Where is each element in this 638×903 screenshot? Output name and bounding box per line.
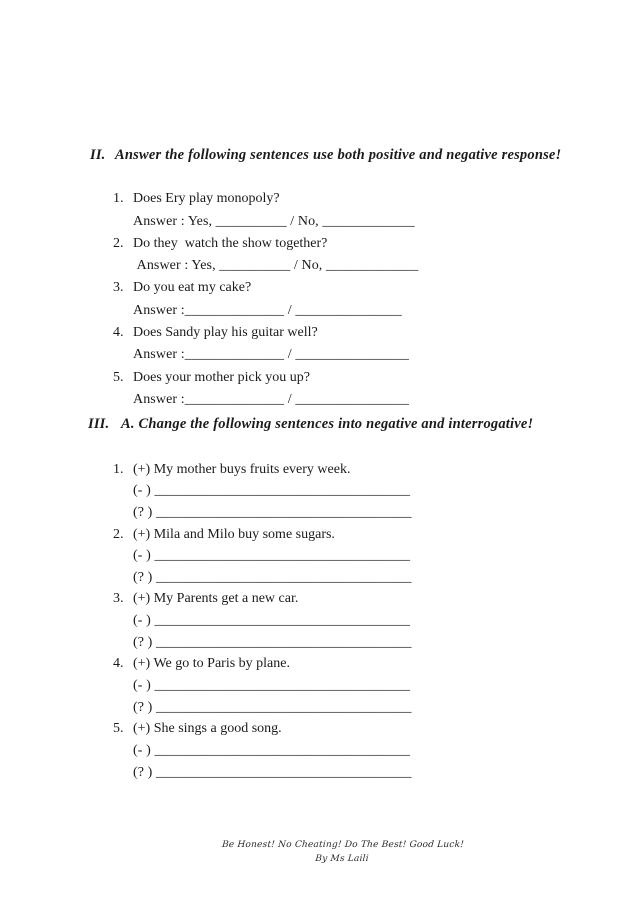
negative-blank: (- ) ____________________________________	[133, 613, 411, 629]
section-2-items	[90, 185, 608, 408]
item-number: 4.	[113, 325, 124, 341]
answer-blank: Answer : Yes, __________ / No, _____________	[133, 213, 415, 229]
answer-row	[90, 341, 608, 363]
answer-blank: Answer :______________ / ________________	[133, 347, 409, 363]
item-number: 4.	[113, 656, 124, 672]
item-number: 1.	[113, 461, 124, 477]
positive-sentence: (+) My Parents get a new car.	[133, 591, 299, 607]
negative-blank: (- ) ____________________________________	[133, 483, 411, 499]
question-text: Do you eat my cake?	[133, 280, 252, 296]
section-2	[90, 147, 608, 408]
negative-row	[90, 543, 608, 565]
interrogative-row	[90, 629, 608, 651]
section-3	[90, 416, 608, 781]
positive-sentence: (+) My mother buys fruits every week.	[133, 461, 351, 477]
interrogative-row	[90, 564, 608, 586]
negative-row	[90, 478, 608, 500]
negative-blank: (- ) ____________________________________	[133, 548, 411, 564]
positive-sentence: (+) We go to Paris by plane.	[133, 656, 290, 672]
item-number: 1.	[113, 191, 124, 207]
positive-row	[90, 521, 608, 543]
item-number: 3.	[113, 591, 124, 607]
interrogative-row	[90, 694, 608, 716]
question-text: Do they watch the show together?	[133, 235, 328, 251]
footer-motto: Be Honest! No Cheating! Do The Best! Good Luck!	[221, 840, 465, 850]
positive-sentence: (+) Mila and Milo buy some sugars.	[133, 526, 335, 542]
question-row	[90, 274, 608, 296]
positive-row	[90, 651, 608, 673]
question-text: Does Ery play monopoly?	[133, 191, 280, 207]
answer-blank: Answer :______________ / _______________	[133, 302, 402, 318]
positive-sentence: (+) She sings a good song.	[133, 721, 282, 737]
question-text: Does your mother pick you up?	[133, 369, 310, 385]
negative-row	[90, 737, 608, 759]
negative-row	[90, 607, 608, 629]
section-3-items	[90, 456, 608, 781]
section-2-label: II.	[90, 147, 106, 163]
section-2-header	[90, 147, 608, 164]
positive-row	[90, 716, 608, 738]
item-number: 2.	[113, 235, 124, 251]
question-row	[90, 185, 608, 207]
answer-row	[90, 252, 608, 274]
negative-row	[90, 672, 608, 694]
interrogative-blank: (? ) ____________________________________	[133, 699, 412, 715]
item-number: 2.	[113, 526, 124, 542]
interrogative-row	[90, 759, 608, 781]
answer-blank: Answer :______________ / ________________	[133, 391, 409, 407]
interrogative-blank: (? ) ____________________________________	[133, 764, 412, 780]
interrogative-blank: (? ) ____________________________________	[133, 634, 412, 650]
section-3-label: III.	[88, 416, 110, 432]
item-number: 5.	[113, 721, 124, 737]
negative-blank: (- ) ____________________________________	[133, 742, 411, 758]
interrogative-blank: (? ) ____________________________________	[133, 504, 412, 520]
footer-author: By Ms Laili	[314, 854, 370, 864]
answer-row	[90, 296, 608, 318]
interrogative-row	[90, 499, 608, 521]
section-3-header	[90, 416, 608, 433]
footer	[89, 838, 596, 866]
answer-row	[90, 207, 608, 229]
item-number: 3.	[113, 280, 124, 296]
section-2-title: Answer the following sentences use both positive and negative response!	[115, 147, 562, 163]
answer-row	[90, 386, 608, 408]
negative-blank: (- ) ____________________________________	[133, 678, 411, 694]
interrogative-blank: (? ) ____________________________________	[133, 569, 412, 585]
answer-blank: Answer : Yes, __________ / No, _____________	[133, 258, 419, 274]
positive-row	[90, 456, 608, 478]
question-row	[90, 230, 608, 252]
question-row	[90, 319, 608, 341]
question-row	[90, 363, 608, 385]
positive-row	[90, 586, 608, 608]
item-number: 5.	[113, 369, 124, 385]
question-text: Does Sandy play his guitar well?	[133, 325, 318, 341]
section-3-title: A. Change the following sentences into negative and interrogative!	[121, 416, 534, 432]
